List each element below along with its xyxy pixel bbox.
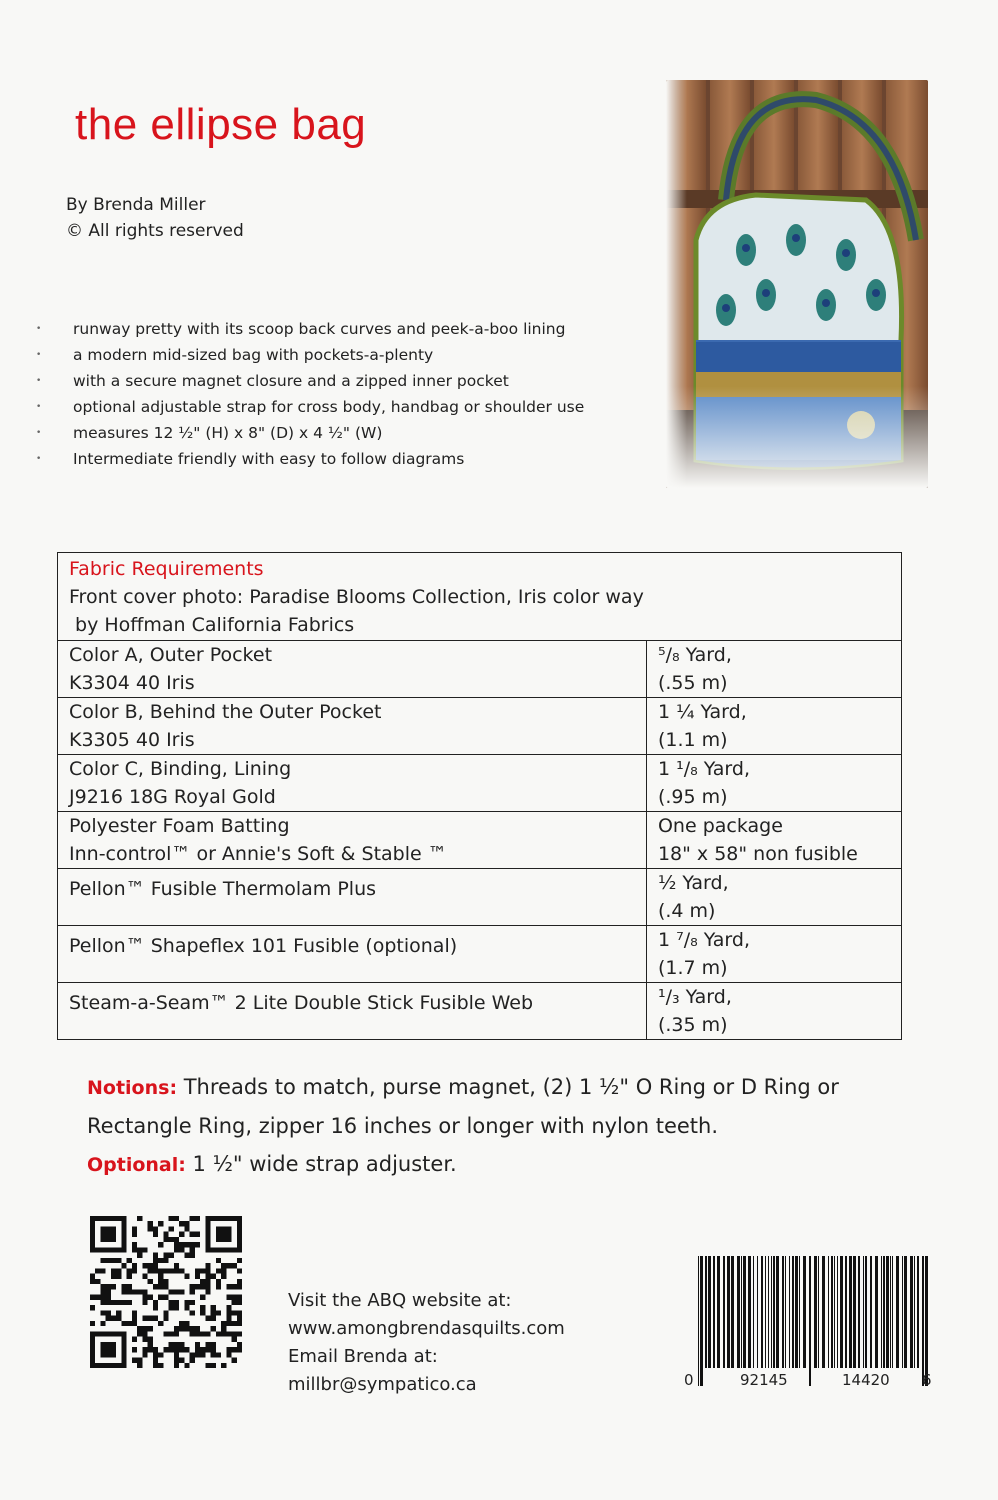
fabric-name: Steam-a-Seam™ 2 Lite Double Stick Fusible Web — [69, 992, 534, 1014]
requirements-header — [58, 553, 902, 641]
fabric-amount: 1 ⁷/₈ Yard, — [657, 929, 750, 951]
fabric-metric: (1.1 m) — [657, 729, 728, 751]
fabric-metric: (1.7 m) — [657, 957, 728, 979]
barcode-digit-right: 6 — [922, 1371, 932, 1389]
email-link[interactable]: millbr@sympatico.ca — [288, 1374, 477, 1395]
barcode-digit-left: 0 — [684, 1371, 694, 1389]
fabric-name: Pellon™ Fusible Thermolam Plus — [69, 878, 377, 900]
fabric-amount: ⁵/₈ Yard, — [657, 644, 732, 666]
fabric-detail: K3305 40 Iris — [69, 729, 195, 751]
feature-list — [36, 316, 584, 472]
table-row — [58, 926, 902, 983]
feature-item: • a modern mid-sized bag with pockets-a-plenty — [36, 342, 584, 368]
contact-line: Visit the ABQ website at: — [288, 1290, 512, 1311]
barcode-digits — [680, 1371, 938, 1393]
table-row — [58, 698, 902, 755]
website-link[interactable]: www.amongbrendasquilts.com — [288, 1318, 565, 1339]
fabric-metric: 18" x 58" non fusible — [657, 843, 858, 865]
fabric-metric: (.95 m) — [657, 786, 728, 808]
fabric-detail: J9216 18G Royal Gold — [69, 786, 276, 808]
author-name: By Brenda Miller — [66, 195, 206, 215]
notions-label: Notions: — [87, 1077, 178, 1099]
feature-item: • runway pretty with its scoop back curves and peek-a-boo lining — [36, 316, 584, 342]
requirements-line: by Hoffman California Fabrics — [69, 614, 355, 636]
feature-item: • measures 12 ½" (H) x 8" (D) x 4 ½" (W) — [36, 420, 584, 446]
feature-item: • Intermediate friendly with easy to follow diagrams — [36, 446, 584, 472]
fabric-metric: (.35 m) — [657, 1014, 728, 1036]
notions-text: Threads to match, purse magnet, (2) 1 ½" O Ring or D Ring or Rectangle Ring, zipper 16 inches or longer with nylon teeth. — [87, 1075, 839, 1138]
fabric-amount: ¹/₃ Yard, — [657, 986, 732, 1008]
requirements-title: Fabric Requirements — [69, 558, 264, 580]
fabric-amount: 1 ¹/₈ Yard, — [657, 758, 750, 780]
fabric-requirements-table — [57, 552, 902, 1040]
fabric-name: Color A, Outer Pocket — [69, 644, 273, 666]
feature-item: • with a secure magnet closure and a zipped inner pocket — [36, 368, 584, 394]
fabric-name: Polyester Foam Batting — [69, 815, 290, 837]
table-row — [58, 812, 902, 869]
fabric-detail: Inn-control™ or Annie's Soft & Stable ™ — [69, 843, 447, 865]
page-title: the ellipse bag — [75, 100, 367, 149]
barcode-group1: 92145 — [740, 1371, 788, 1389]
barcode-group2: 14420 — [842, 1371, 890, 1389]
fabric-detail: K3304 40 Iris — [69, 672, 195, 694]
contact-line: Email Brenda at: — [288, 1346, 438, 1367]
table-row — [58, 983, 902, 1040]
fabric-name: Color B, Behind the Outer Pocket — [69, 701, 382, 723]
requirements-line: Front cover photo: Paradise Blooms Collection, Iris color way — [69, 586, 644, 608]
optional-label: Optional: — [87, 1154, 186, 1176]
fabric-name: Color C, Binding, Lining — [69, 758, 292, 780]
author-block — [66, 192, 244, 244]
fabric-metric: (.4 m) — [657, 900, 716, 922]
table-row — [58, 869, 902, 926]
bag-photo — [666, 80, 928, 488]
contact-block — [288, 1287, 565, 1399]
fabric-amount: One package — [657, 815, 783, 837]
fabric-amount: ½ Yard, — [657, 872, 729, 894]
optional-text: 1 ½" wide strap adjuster. — [185, 1152, 457, 1176]
fabric-name: Pellon™ Shapeflex 101 Fusible (optional) — [69, 935, 458, 957]
qr-code-icon — [90, 1216, 242, 1368]
table-row — [58, 641, 902, 698]
notions-block — [87, 1068, 917, 1184]
feature-item: • optional adjustable strap for cross body, handbag or shoulder use — [36, 394, 584, 420]
fabric-amount: 1 ¼ Yard, — [657, 701, 747, 723]
table-row — [58, 755, 902, 812]
fabric-metric: (.55 m) — [657, 672, 728, 694]
rights-notice: © All rights reserved — [66, 221, 244, 241]
